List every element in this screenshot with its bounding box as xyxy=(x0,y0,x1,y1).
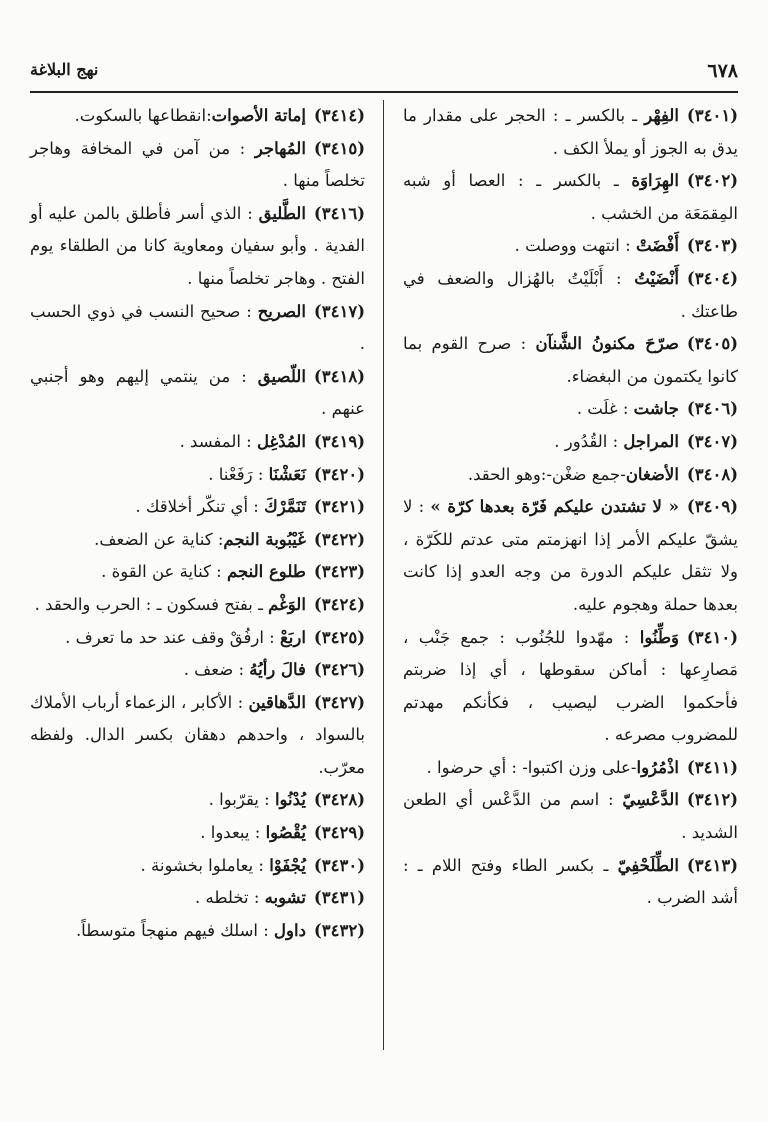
entry-definition: : انتهت ووصلت . xyxy=(514,236,636,256)
entry-definition: : أَبْلَيْتُ بالهُزال والضعف في طاعتك . xyxy=(403,268,738,321)
entry-number: (٣٤٢٤) xyxy=(313,594,365,614)
glossary-entry xyxy=(30,426,365,459)
glossary-entry xyxy=(403,230,738,263)
entry-headword: أَنْضَيْتُ xyxy=(634,268,679,288)
entry-number: (٣٤٢٩) xyxy=(313,823,365,843)
entry-number: (٣٤١٥) xyxy=(313,138,365,158)
entry-number: (٣٤٢١) xyxy=(313,497,365,517)
glossary-entry xyxy=(403,165,738,230)
entry-headword: الهِرَاوَة xyxy=(631,171,679,191)
entry-definition: : الذي أسر فأطلق بالمن عليه أو الفدية . وأبو سفيان ومعاوية كانا من الطلقاء يوم الفتح . وهاجر تخلصاً منها . xyxy=(30,203,365,288)
entry-headword: الصريح xyxy=(257,301,306,321)
page-header xyxy=(30,48,738,88)
entry-headword: الدَّهاقين xyxy=(248,692,306,712)
entry-definition: : تخلطه . xyxy=(195,888,265,908)
entry-headword: صرّحَ مكنونُ الشَّنآن xyxy=(535,334,679,354)
entry-number: (٣٤١٦) xyxy=(313,203,365,223)
entry-headword: الأضغان xyxy=(625,464,679,484)
header-rule xyxy=(30,91,738,93)
right-column xyxy=(403,100,738,915)
entry-headword: الفِهْر xyxy=(644,106,679,125)
glossary-entry xyxy=(30,198,365,296)
entry-headword: اربَعْ xyxy=(279,627,306,647)
glossary-entry xyxy=(30,296,365,361)
glossary-entry xyxy=(30,784,365,817)
glossary-entry xyxy=(403,393,738,426)
entry-number: (٣٤٢٠) xyxy=(313,464,365,484)
entry-headword: طلوع النجم xyxy=(226,562,306,582)
entry-headword: المُدْغِل xyxy=(256,431,306,451)
glossary-entry xyxy=(30,361,365,426)
glossary-entry xyxy=(30,882,365,915)
entry-number: (٣٤١٨) xyxy=(313,366,365,386)
entry-number: (٣٤٣٢) xyxy=(313,920,365,940)
entry-number: (٣٤١٧) xyxy=(313,301,365,321)
entry-number: (٣٤٢٧) xyxy=(313,692,365,712)
column-divider xyxy=(383,100,384,1050)
entry-number: (٣٤٢٦) xyxy=(313,660,365,680)
entry-headword: الوَغْم xyxy=(268,594,306,614)
entry-headword: الدَّعْسِيّ xyxy=(622,790,679,810)
entry-number: (٣٤١٣) xyxy=(686,855,738,875)
glossary-entry xyxy=(30,100,365,133)
entry-definition: : ضعف . xyxy=(183,660,250,680)
entry-number: (٣٤١٢) xyxy=(686,790,738,810)
entry-headword: نَعَشْنَا xyxy=(268,464,306,484)
entry-headword: فالَ رأيُهُ xyxy=(249,660,306,680)
entry-definition: -على وزن اكتبوا- : أي حرضوا . xyxy=(426,757,637,777)
entry-number: (٣٤٠٦) xyxy=(686,399,738,419)
entry-definition: : يقرّبوا . xyxy=(208,790,275,810)
entry-headword: يُقْصُوا xyxy=(265,823,306,843)
entry-number: (٣٤٠٢) xyxy=(686,171,738,191)
entry-headword: داول xyxy=(274,920,306,940)
entry-definition: : لا يشقّ عليكم الأمر إذا انهزمتم متى عدتم للكَرّة ، ولا تثقل عليكم الدورة من وجه العدو إذا كانت بعدها حملة وهجوم عليه. xyxy=(403,497,738,614)
entry-number: (٣٤٢٨) xyxy=(313,790,365,810)
entry-number: (٣٤٠٥) xyxy=(686,334,738,354)
glossary-entry xyxy=(403,459,738,492)
entry-definition: : من ينتمي إليهم وهو أجنبي عنهم . xyxy=(30,366,365,419)
glossary-entry xyxy=(30,459,365,492)
entry-definition: : أي تنكّر أخلاقك . xyxy=(135,497,265,517)
entry-definition: : يبعدوا . xyxy=(200,823,266,843)
entry-number: (٣٤٣٠) xyxy=(313,855,365,875)
entry-number: (٣٤٢٣) xyxy=(313,562,365,582)
entry-headword: وَطِّنُوا xyxy=(639,627,679,647)
entry-number: (٣٤٢٢) xyxy=(313,529,365,549)
entry-number: (٣٤٠١) xyxy=(686,106,738,125)
glossary-entry xyxy=(403,850,738,915)
entry-number: (٣٤١٩) xyxy=(313,431,365,451)
glossary-entry xyxy=(30,133,365,198)
entry-headword: تشوبه xyxy=(264,888,306,908)
entry-headword: اذْمُرُوا xyxy=(636,757,679,777)
glossary-entry xyxy=(30,622,365,655)
entry-headword: إماتة الأصوات xyxy=(211,106,306,125)
entry-headword: الطِّلَحْفِيّ xyxy=(617,855,679,875)
entry-definition: : اسم من الدَّعْس أي الطعن الشديد . xyxy=(403,790,738,843)
entry-definition: : يعاملوا بخشونة . xyxy=(140,855,270,875)
entry-headword: اللّصيق xyxy=(257,366,306,386)
entry-definition: -جمع ضغْن-:وهو الحقد. xyxy=(467,464,626,484)
running-title: نهج البلاغة xyxy=(30,60,99,79)
entry-definition: :انقطاعها بالسكوت. xyxy=(74,106,212,125)
entry-definition: : كناية عن الضعف. xyxy=(94,529,224,549)
entry-number: (٣٤٢٥) xyxy=(313,627,365,647)
glossary-entry xyxy=(30,524,365,557)
glossary-entry xyxy=(30,817,365,850)
entry-headword: يُجْفَوْا xyxy=(269,855,306,875)
entry-definition: : كناية عن القوة . xyxy=(101,562,227,582)
glossary-entry xyxy=(403,752,738,785)
entry-definition: : مهّدوا للجُنُوب : جمع جَنْب ، مَصارِعها : أماكن سقوطها ، أي إذا ضربتم فأحكموا الضرب ليصيب ، فكأنكم مهدتم للمضروب مصرعه . xyxy=(403,627,738,745)
entry-definition: : رَفَعْنا . xyxy=(208,464,269,484)
entry-number: (٣٤٠٤) xyxy=(686,268,738,288)
entry-headword: جاشت xyxy=(633,399,679,419)
glossary-entry xyxy=(30,589,365,622)
glossary-entry xyxy=(30,654,365,687)
glossary-entry xyxy=(30,687,365,785)
entry-definition: : اسلك فيهم منهجاً متوسطاً. xyxy=(75,920,275,940)
glossary-entry xyxy=(403,784,738,849)
entry-number: (٣٤١٤) xyxy=(313,106,365,125)
glossary-entry xyxy=(403,622,738,752)
page-number: ٦٧٨ xyxy=(707,60,738,82)
entry-number: (٣٤٣١) xyxy=(313,888,365,908)
entry-number: (٣٤١١) xyxy=(686,757,738,777)
entry-number: (٣٤٠٩) xyxy=(686,497,738,517)
glossary-entry xyxy=(30,556,365,589)
entry-number: (٣٤٠٣) xyxy=(686,236,738,256)
entry-definition: : المفسد . xyxy=(179,431,257,451)
entry-definition: ـ بكسر الطاء وفتح اللام ـ : أشد الضرب . xyxy=(403,855,738,908)
two-column-body xyxy=(30,100,738,1060)
entry-definition: : صحيح النسب في ذوي الحسب . xyxy=(30,301,365,354)
entry-headword: تَنَمَّرْكَ xyxy=(264,497,306,517)
entry-definition: ـ بالكسر ـ : الحجر على مقدار ما يدق به الجوز أو يملأ الكف . xyxy=(403,106,738,158)
entry-headword: أَفْضَتْ xyxy=(635,236,679,256)
glossary-entry xyxy=(403,328,738,393)
entry-definition: : من آمن في المخافة وهاجر تخلصاً منها . xyxy=(30,138,365,191)
glossary-entry xyxy=(30,915,365,948)
entry-definition: ـ بالكسر ـ : العصا أو شبه المِقمَعَة من الخشب . xyxy=(403,171,738,223)
entry-number: (٣٤١٠) xyxy=(686,627,738,647)
entry-headword: غَيْبُوبة النجم xyxy=(223,529,306,549)
entry-definition: : غلَت . xyxy=(576,399,634,419)
glossary-entry xyxy=(30,491,365,524)
entry-number: (٣٤٠٨) xyxy=(686,464,738,484)
entry-definition: ـ بفتح فسكون ـ : الحرب والحقد . xyxy=(34,594,269,614)
entry-definition: : صرح القوم بما كانوا يكتمون من البغضاء. xyxy=(403,334,738,386)
entry-headword: يُدْنُوا xyxy=(274,790,306,810)
entry-definition: : الأكابر ، الزعماء أرباب الأملاك بالسواد ، واحدهم دهقان بكسر الدال. ولفظه معرّب. xyxy=(30,692,365,777)
entry-headword: « لا تشتدن عليكم فَرّة بعدها كرّة » xyxy=(430,497,679,517)
entry-definition: : القُدُور . xyxy=(554,431,624,451)
entry-headword: المُهاجر xyxy=(254,138,306,158)
glossary-entry xyxy=(403,491,738,621)
left-column xyxy=(30,100,365,947)
entry-headword: الطَّليق xyxy=(258,203,306,223)
entry-headword: المراجل xyxy=(623,431,679,451)
glossary-entry xyxy=(403,263,738,328)
entry-number: (٣٤٠٧) xyxy=(686,431,738,451)
glossary-entry xyxy=(30,850,365,883)
glossary-entry xyxy=(403,100,738,165)
entry-definition: : ارفُقْ وقف عند حد ما تعرف . xyxy=(65,627,280,647)
glossary-entry xyxy=(403,426,738,459)
